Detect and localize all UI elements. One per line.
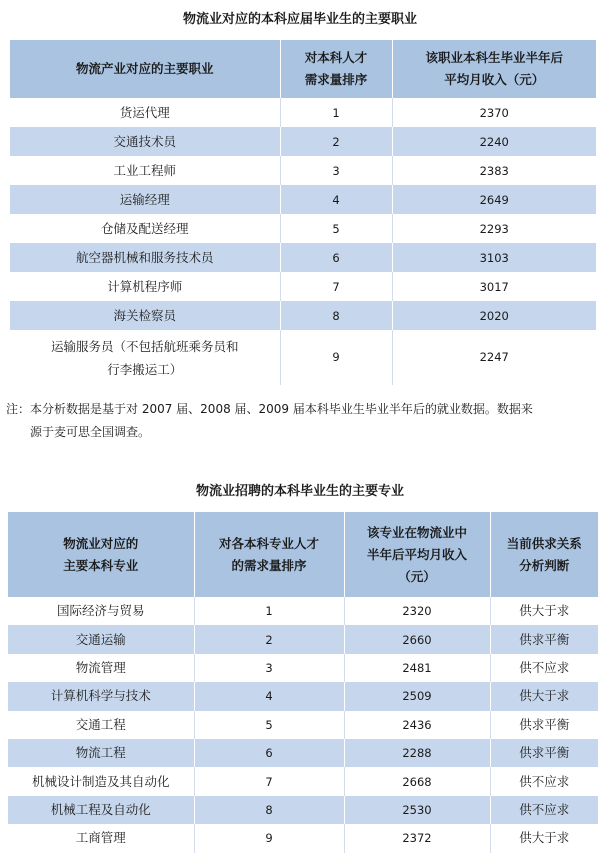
table-row [8,682,598,710]
table2-header-row [8,512,598,597]
occupation-cell: 仓储及配送经理 [10,214,280,243]
demand-rank-cell: 8 [194,796,344,824]
supply-demand-cell: 供求平衡 [490,625,598,653]
demand-rank-cell: 3 [280,156,392,185]
demand-rank-cell: 9 [194,824,344,852]
table-row [10,330,596,385]
table-row [8,767,598,795]
occupation-cell: 计算机程序师 [10,272,280,301]
demand-rank-cell: 9 [280,330,392,385]
table-row [8,824,598,852]
table-row [10,243,596,272]
income-cell: 3017 [392,272,596,301]
demand-rank-cell: 6 [194,739,344,767]
income-cell: 2288 [344,739,490,767]
supply-demand-cell: 供大于求 [490,682,598,710]
major-cell: 工商管理 [8,824,194,852]
major-cell: 机械工程及自动化 [8,796,194,824]
income-cell: 2436 [344,711,490,739]
footnote [6,398,594,444]
major-cell: 国际经济与贸易 [8,597,194,625]
demand-rank-cell: 1 [280,98,392,127]
table-row [8,625,598,653]
table-row [8,711,598,739]
demand-rank-cell: 2 [280,127,392,156]
income-cell: 2481 [344,654,490,682]
income-cell: 2020 [392,301,596,330]
supply-demand-cell: 供不应求 [490,654,598,682]
major-cell: 交通工程 [8,711,194,739]
majors-table [8,512,598,853]
table-row [8,739,598,767]
table2-title: 物流业招聘的本科毕业生的主要专业 [195,484,404,499]
income-cell: 2383 [392,156,596,185]
table-row [8,597,598,625]
income-cell: 2660 [344,625,490,653]
occupation-cell: 交通技术员 [10,127,280,156]
demand-rank-cell: 5 [280,214,392,243]
header-occupation: 物流产业对应的主要职业 [10,40,280,98]
major-cell: 物流管理 [8,654,194,682]
table-row [10,214,596,243]
income-cell: 2370 [392,98,596,127]
table-row [8,654,598,682]
header-major: 物流业对应的 主要本科专业 [8,512,194,597]
demand-rank-cell: 5 [194,711,344,739]
demand-rank-cell: 8 [280,301,392,330]
table1-header-row [10,40,596,98]
income-cell: 2509 [344,682,490,710]
income-cell: 2668 [344,767,490,795]
major-cell: 物流工程 [8,739,194,767]
header-supply-demand: 当前供求关系 分析判断 [490,512,598,597]
demand-rank-cell: 1 [194,597,344,625]
supply-demand-cell: 供不应求 [490,796,598,824]
supply-demand-cell: 供大于求 [490,824,598,852]
demand-rank-cell: 7 [280,272,392,301]
income-cell: 2372 [344,824,490,852]
supply-demand-cell: 供大于求 [490,597,598,625]
supply-demand-cell: 供求平衡 [490,711,598,739]
table-row [10,127,596,156]
table-row [10,185,596,214]
table-row [10,301,596,330]
demand-rank-cell: 3 [194,654,344,682]
major-cell: 机械设计制造及其自动化 [8,767,194,795]
header-monthly-income: 该职业本科生毕业半年后 平均月收入（元） [392,40,596,98]
income-cell: 2530 [344,796,490,824]
income-cell: 2649 [392,185,596,214]
income-cell: 2320 [344,597,490,625]
occupation-cell: 航空器机械和服务技术员 [10,243,280,272]
table-row [8,796,598,824]
income-cell: 3103 [392,243,596,272]
major-cell: 计算机科学与技术 [8,682,194,710]
occupation-cell: 运输经理 [10,185,280,214]
table1-title: 物流业对应的本科应届毕业生的主要职业 [182,12,417,27]
footnote-line-1: 注：本分析数据是基于对 2007 届、2008 届、2009 届本科毕业生毕业半年后的就业数据。数据来 [6,402,533,416]
header-major-demand-rank: 对各本科专业人才 的需求量排序 [194,512,344,597]
demand-rank-cell: 7 [194,767,344,795]
occupation-cell: 海关检察员 [10,301,280,330]
table-row [10,156,596,185]
income-cell: 2293 [392,214,596,243]
supply-demand-cell: 供不应求 [490,767,598,795]
demand-rank-cell: 6 [280,243,392,272]
header-demand-rank: 对本科人才 需求量排序 [280,40,392,98]
table2-body [8,597,598,853]
supply-demand-cell: 供求平衡 [490,739,598,767]
table1-body [10,98,596,385]
demand-rank-cell: 4 [194,682,344,710]
footnote-line-2: 源于麦可思全国调查。 [30,425,151,439]
occupation-cell: 工业工程师 [10,156,280,185]
income-cell: 2247 [392,330,596,385]
occupations-table [10,40,596,385]
table-row [10,98,596,127]
occupation-cell: 运输服务员（不包括航班乘务员和 行李搬运工） [10,330,280,385]
demand-rank-cell: 2 [194,625,344,653]
header-major-income: 该专业在物流业中 半年后平均月收入 （元） [344,512,490,597]
demand-rank-cell: 4 [280,185,392,214]
major-cell: 交通运输 [8,625,194,653]
occupation-cell: 货运代理 [10,98,280,127]
table-row [10,272,596,301]
income-cell: 2240 [392,127,596,156]
